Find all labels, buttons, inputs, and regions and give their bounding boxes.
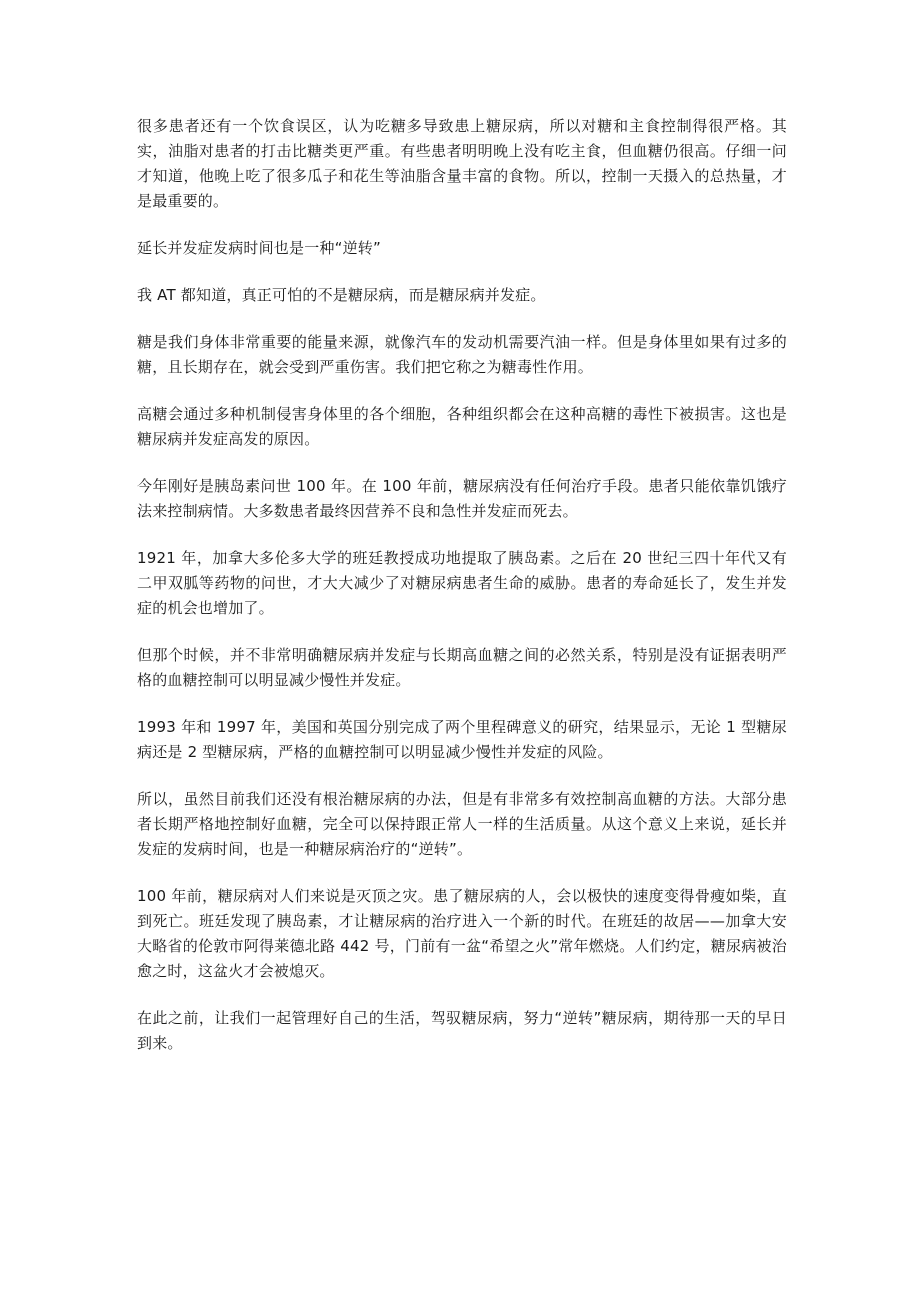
paragraph-closing: 在此之前，让我们一起管理好自己的生活，驾驭糖尿病，努力“逆转”糖尿病，期待那一天的早日到来。 [137, 1009, 787, 1052]
paragraph-insulin-centenary: 今年刚好是胰岛素问世 100 年。在 100 年前，糖尿病没有任何治疗手段。患者只能依靠饥饿疗法来控制病情。大多数患者最终因营养不良和急性并发症而死去。 [137, 477, 787, 520]
paragraph-diet-misconception: 很多患者还有一个饮食误区，认为吃糖多导致患上糖尿病，所以对糖和主食控制得很严格。其实，油脂对患者的打击比糖类更严重。有些患者明明晚上没有吃主食，但血糖仍很高。仔细一问才知道，他晚上吃了很多瓜子和花生等油脂含量丰富的食物。所以，控制一天摄入的总热量，才是最重要的。 [137, 117, 787, 210]
paragraph-flame-of-hope: 100 年前，糖尿病对人们来说是灭顶之灾。患了糖尿病的人，会以极快的速度变得骨瘦如柴，直到死亡。班廷发现了胰岛素，才让糖尿病的治疗进入一个新的时代。在班廷的故居——加拿大安大略省的伦敦市阿得莱德北路 442 号，门前有一盆“希望之火”常年燃烧。人们约定，糖尿病被治愈之时，这盆火才会被熄灭。 [137, 887, 787, 980]
paragraph-effective-control: 所以，虽然目前我们还没有根治糖尿病的办法，但是有非常多有效控制高血糖的方法。大部分患者长期严格地控制好血糖，完全可以保持跟正常人一样的生活质量。从这个意义上来说，延长并发症的发病时间，也是一种糖尿病治疗的“逆转”。 [137, 790, 787, 858]
paragraph-unclear-relation: 但那个时候，并不非常明确糖尿病并发症与长期高血糖之间的必然关系，特别是没有证据表明严格的血糖控制可以明显减少慢性并发症。 [137, 646, 787, 689]
document-body [137, 114, 787, 1078]
section-heading-reversal: 延长并发症发病时间也是一种“逆转” [137, 239, 381, 257]
paragraph-1921-banting: 1921 年，加拿大多伦多大学的班廷教授成功地提取了胰岛素。之后在 20 世纪三四十年代又有二甲双胍等药物的问世，才大大减少了对糖尿病患者生命的威胁。患者的寿命延长了，发生并发症的机会也增加了。 [137, 549, 787, 617]
paragraph-complications-intro: 我 AT 都知道，真正可怕的不是糖尿病，而是糖尿病并发症。 [137, 286, 546, 304]
paragraph-1993-1997-studies: 1993 年和 1997 年，美国和英国分别完成了两个里程碑意义的研究，结果显示，无论 1 型糖尿病还是 2 型糖尿病，严格的血糖控制可以明显减少慢性并发症的风险。 [137, 718, 787, 761]
paragraph-high-glucose-damage: 高糖会通过多种机制侵害身体里的各个细胞，各种组织都会在这种高糖的毒性下被损害。这也是糖尿病并发症高发的原因。 [137, 405, 787, 448]
paragraph-glucose-toxicity: 糖是我们身体非常重要的能量来源，就像汽车的发动机需要汽油一样。但是身体里如果有过多的糖，且长期存在，就会受到严重伤害。我们把它称之为糖毒性作用。 [137, 333, 787, 376]
